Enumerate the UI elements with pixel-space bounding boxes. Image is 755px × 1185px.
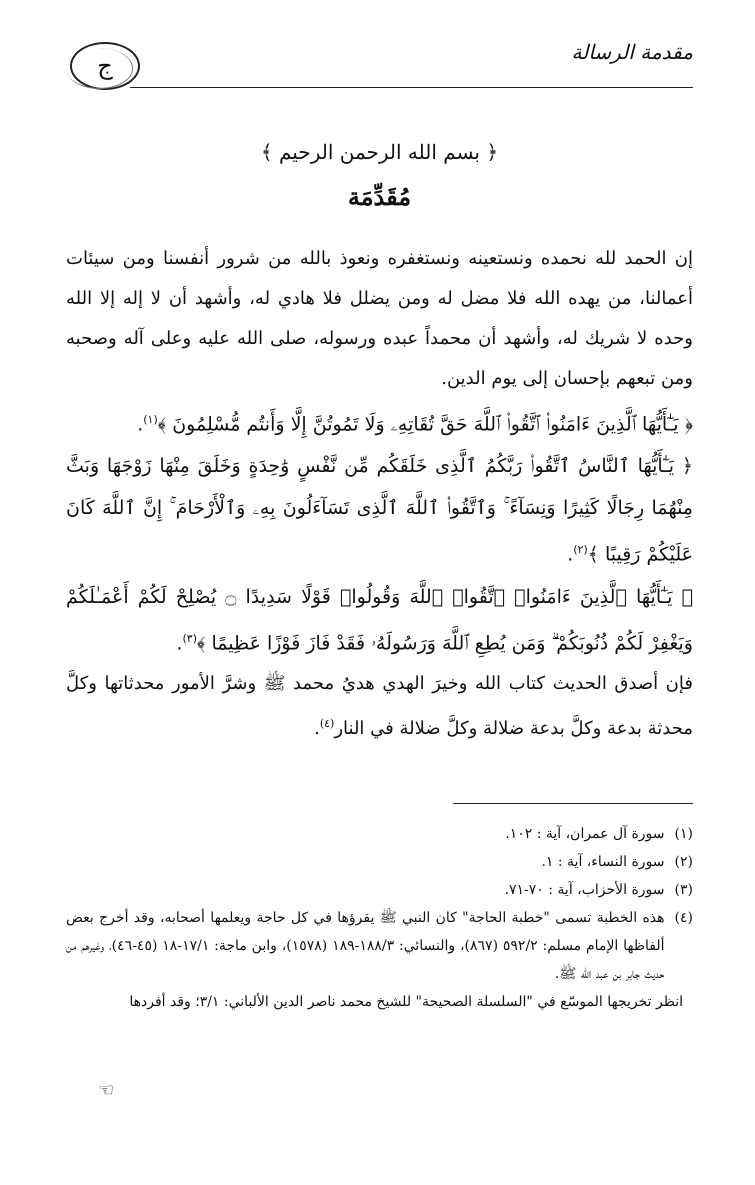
verse-1: ﴿ يَـٰٓأَيُّهَا ٱلَّذِينَ ءَامَنُوا۟ ٱتَّقُوا۟ ٱللَّهَ حَقَّ تُقَاتِهِۦ وَلَا تَمُوتُنَّ إِلَّا وَأَنتُم مُّسْلِمُونَ ﴾$^{(١)}$.: [137, 413, 693, 436]
verse-text: ﴿ يَـٰٓأَيُّهَا ٱلنَّاسُ ٱتَّقُوا۟ رَبَّكُمُ ٱلَّذِى خَلَقَكُم مِّن نَّفْسٍ وَٰحِدَةٍ وَخَلَقَ مِنْهَا زَوْجَهَا وَبَثَّ مِنْهُمَا رِجَالًا كَثِيرًا وَنِسَآءً ۚ وَٱتَّقُوا۟ ٱللَّهَ ٱلَّذِى تَسَآءَلُونَ بِهِۦ وَٱلْأَرْحَامَ ۚ إِنَّ ٱللَّهَ كَانَ عَلَيْكُمْ رَقِيبًا ﴾: [66, 455, 693, 566]
header-rule: [130, 87, 693, 88]
footnote-item: [66, 876, 693, 904]
footnote-ref: (١): [143, 413, 158, 426]
basmala: ﴿ بسم الله الرحمن الرحيم ﴾: [260, 140, 499, 164]
page-body: [66, 140, 693, 749]
footnote-ref: (٤): [319, 716, 335, 730]
footnote-text: انظر تخريجها الموسّع في "السلسلة الصحيحة" للشيخ محمد ناصر الدين الألباني: ٣/١؛ وقد أفردها: [129, 994, 683, 1010]
intro-paragraph: إن الحمد لله نحمده ونستعينه ونستغفره ونعوذ بالله من شرور أنفسنا ومن سيئات أعمالنا، من يهده الله فلا مضل له ومن يضلل فلا هادي له، وأشهد أن لا إله إلا الله وحده لا شريك له، وأشهد أن محمداً عبده ورسوله، صلى الله عليه وعلى آله وصحبه ومن تبعهم بإحسان إلى يوم الدين.: [66, 248, 693, 389]
footnote-number: (٤): [674, 910, 693, 926]
footnote-text: سورة الأحزاب، آية : ٧٠-٧١.: [504, 882, 665, 898]
section-heading: مُقَدِّمَة: [347, 182, 412, 211]
footnote-divider: [453, 803, 693, 804]
page-number-badge: ج: [70, 42, 140, 90]
footnote-number: (١): [674, 826, 693, 842]
verse-2: ﴿ يَـٰٓأَيُّهَا ٱلنَّاسُ ٱتَّقُوا۟ رَبَّكُمُ ٱلَّذِى خَلَقَكُم مِّن نَّفْسٍ وَٰحِدَةٍ وَخَلَقَ مِنْهَا زَوْجَهَا وَبَثَّ مِنْهُمَا رِجَالًا كَثِيرًا وَنِسَآءً ۚ وَٱتَّقُوا۟ ٱللَّهَ ٱلَّذِى تَسَآءَلُونَ بِهِۦ وَٱلْأَرْحَامَ ۚ إِنَّ ٱللَّهَ كَانَ عَلَيْكُمْ رَقِيبًا ﴾$^{(٢)}$.: [66, 455, 693, 566]
closing-text: فإن أصدق الحديث كتاب الله وخيرَ الهدي هديُ محمد ﷺ وشرَّ الأمور محدثاتها وكلَّ محدثة بدعة وكلَّ بدعة ضلالة وكلَّ ضلالة في النار: [66, 672, 693, 739]
footnote-text: سورة النساء، آية : ١.: [541, 854, 665, 870]
verse-3: ﴿ يَـٰٓأَيُّهَا ٱلَّذِينَ ءَامَنُوا۟ ٱتَّقُوا۟ ٱللَّهَ وَقُولُوا۟ قَوْلًا سَدِيدًا ۝ يُصْلِحْ لَكُمْ أَعْمَـٰلَكُمْ وَيَغْفِرْ لَكُمْ ذُنُوبَكُمْ ۗ وَمَن يُطِعِ ٱللَّهَ وَرَسُولَهُۥ فَقَدْ فَازَ فَوْزًا عَظِيمًا ﴾$^{(٣)}$.: [66, 585, 693, 654]
footnotes: [66, 820, 693, 1016]
footnote-item: [66, 988, 693, 1016]
footnote-ref: (٣): [182, 631, 198, 645]
footnote-ref: (٢): [573, 543, 588, 557]
footnote-text: هذه الخطبة تسمى "خطبة الحاجة" كان النبي ﷺ يقرؤها في كل حاجة ويعلمها أصحابه، وقد أخرج بعض ألفاظها الإمام مسلم: ٥٩٢/٢ (٨٦٧)، والنسائي: ١٨٨/٣-١٨٩ (١٥٧٨)، وابن ماجة: ١٧/١-١٨ (٤٥-٤٦)، وغيرهم من حديث جابر بن عبد الله ﷺ.: [66, 910, 665, 982]
footnote-item: [66, 820, 693, 848]
footnote-item: [66, 904, 693, 988]
running-title: مقدمة الرسالة: [571, 40, 693, 64]
footnote-text: سورة آل عمران، آية : ١٠٢.: [505, 826, 665, 842]
footnote-item: [66, 848, 693, 876]
closing-paragraph: فإن أصدق الحديث كتاب الله وخيرَ الهدي هديُ محمد ﷺ وشرَّ الأمور محدثاتها وكلَّ محدثة بدعة وكلَّ بدعة ضلالة وكلَّ ضلالة في النار$^{(٤)}$.: [66, 672, 693, 739]
footnote-number: (٢): [674, 854, 693, 870]
page-header: [60, 40, 693, 95]
continuation-hand-icon: ☜: [98, 1080, 115, 1101]
verse-text: ﴿ يَـٰٓأَيُّهَا ٱلَّذِينَ ءَامَنُوا۟ ٱتَّقُوا۟ ٱللَّهَ وَقُولُوا۟ قَوْلًا سَدِيدًا ۝ يُصْلِحْ لَكُمْ أَعْمَـٰلَكُمْ وَيَغْفِرْ لَكُمْ ذُنُوبَكُمْ ۗ وَمَن يُطِعِ ٱللَّهَ وَرَسُولَهُۥ فَقَدْ فَازَ فَوْزًا عَظِيمًا ﴾: [66, 585, 693, 654]
footnote-number: (٣): [674, 882, 693, 898]
verse-text: ﴿ يَـٰٓأَيُّهَا ٱلَّذِينَ ءَامَنُوا۟ ٱتَّقُوا۟ ٱللَّهَ حَقَّ تُقَاتِهِۦ وَلَا تَمُوتُنَّ إِلَّا وَأَنتُم مُّسْلِمُونَ ﴾: [157, 413, 693, 436]
